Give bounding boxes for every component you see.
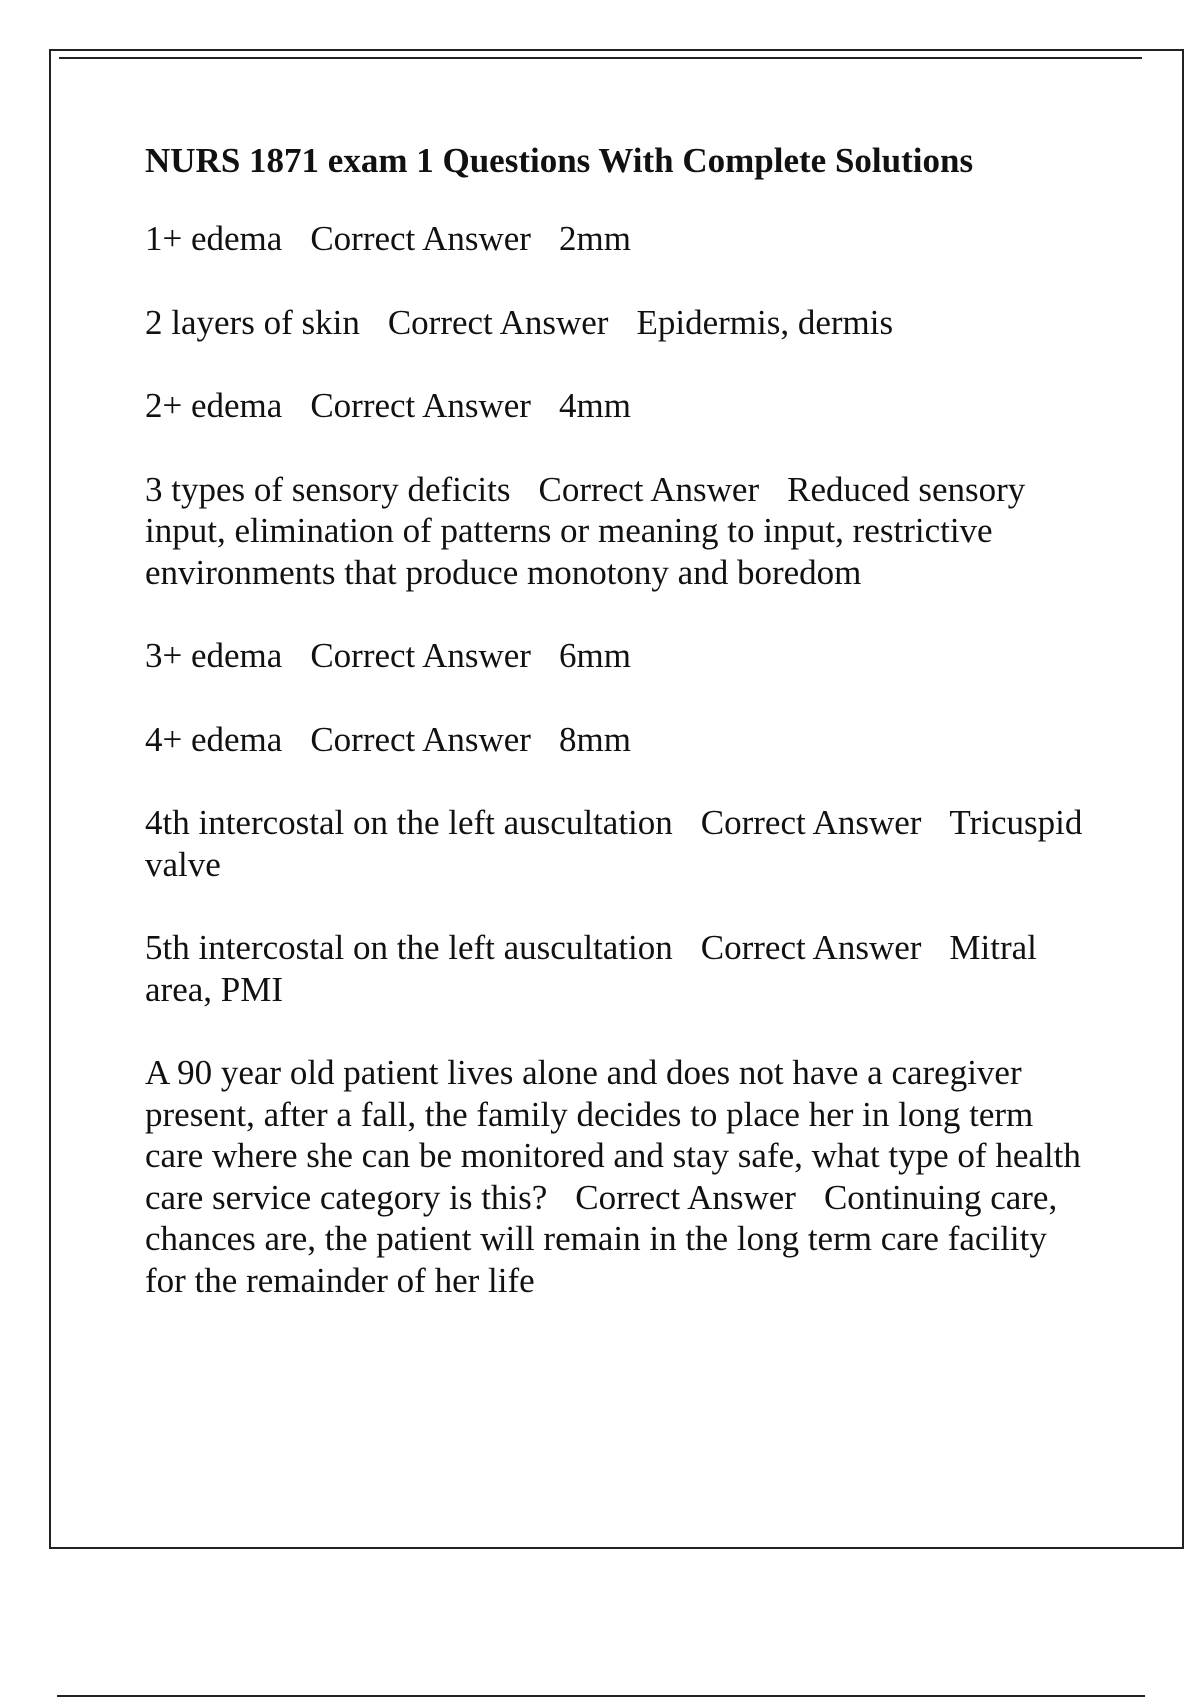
answer-label: Correct Answer xyxy=(310,219,531,258)
document-content xyxy=(145,140,1092,1343)
answer-text: Reduced sensory input, elimination of patterns or meaning to input, restrictive environments that produce monotony and boredom xyxy=(145,469,1035,592)
question-text: 2 layers of skin xyxy=(145,302,360,342)
answer-text: Mitral area, PMI xyxy=(145,928,1046,1009)
qa-item xyxy=(145,927,1085,1010)
question-text: 4th intercostal on the left auscultation xyxy=(145,803,673,842)
qa-item xyxy=(145,469,1085,594)
bottom-rule xyxy=(57,1695,1145,1697)
question-text: 3 types of sensory deficits xyxy=(145,469,511,509)
answer-text: 8mm xyxy=(558,719,631,759)
qa-item xyxy=(145,385,1085,427)
qa-list xyxy=(145,218,1092,1301)
question-text: 3+ edema xyxy=(145,636,283,675)
qa-item xyxy=(145,218,1085,260)
answer-label: Correct Answer xyxy=(700,928,922,967)
qa-item xyxy=(145,302,1085,344)
question-text: 1+ edema xyxy=(145,219,283,258)
document-title: NURS 1871 exam 1 Questions With Complete Solutions xyxy=(145,141,974,180)
answer-label: Correct Answer xyxy=(310,386,531,425)
question-text: 5th intercostal on the left auscultation xyxy=(145,928,673,967)
answer-text: Continuing care, chances are, the patient will remain in the long term care facility for the remainder of her life xyxy=(145,1177,1066,1300)
answer-label: Correct Answer xyxy=(387,302,609,342)
answer-text: 2mm xyxy=(558,219,631,258)
answer-label: Correct Answer xyxy=(700,803,922,842)
qa-item xyxy=(145,1052,1090,1301)
answer-label: Correct Answer xyxy=(538,469,760,509)
qa-item xyxy=(145,802,1092,885)
question-text: 4+ edema xyxy=(145,719,283,759)
qa-item xyxy=(145,635,1085,677)
answer-text: Tricuspid valve xyxy=(145,803,1092,884)
answer-label: Correct Answer xyxy=(310,719,531,759)
question-text: A 90 year old patient lives alone and does not have a caregiver present, after a fall, the family decides to place her in long term care where she can be monitored and stay safe, what type of health care service category is this? xyxy=(145,1053,1090,1217)
top-rule xyxy=(59,57,1142,59)
answer-text: 4mm xyxy=(558,386,631,425)
qa-item xyxy=(145,719,1085,761)
answer-text: 6mm xyxy=(558,636,631,675)
answer-label: Correct Answer xyxy=(310,636,531,675)
answer-label: Correct Answer xyxy=(575,1177,796,1217)
question-text: 2+ edema xyxy=(145,386,283,425)
answer-text: Epidermis, dermis xyxy=(636,302,894,342)
